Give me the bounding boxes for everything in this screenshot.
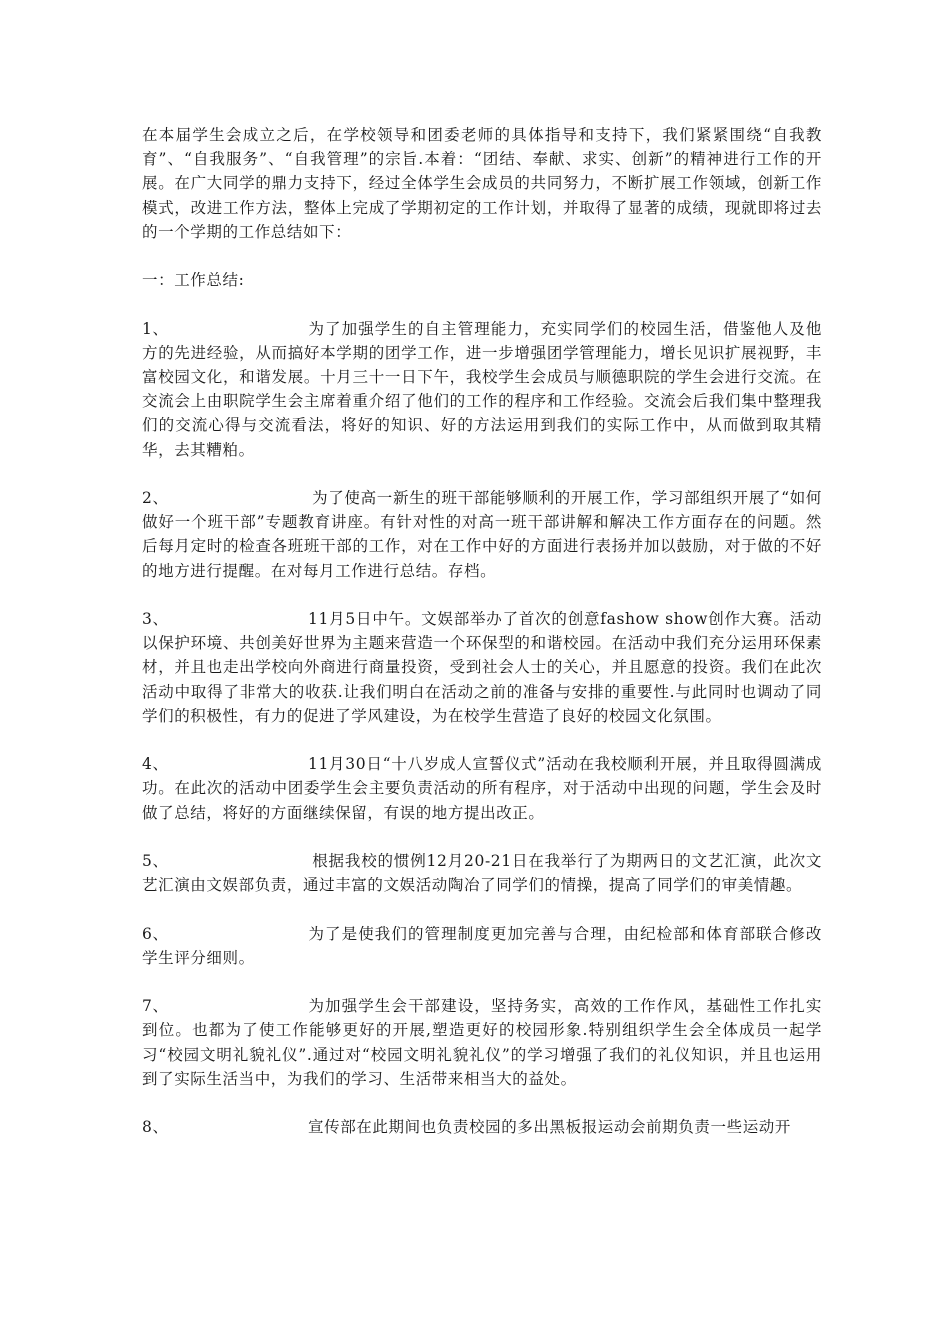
item-text: 根据我校的惯例12月20-21日在我举行了为期两日的文艺汇演，此次文艺汇演由文娱部负责，通过丰富的文娱活动陶冶了同学们的情操，提高了同学们的审美情趣。	[142, 852, 822, 895]
list-item	[142, 994, 822, 1091]
item-number: 6、	[142, 924, 169, 943]
item-text: 11月30日“十八岁成人宣誓仪式”活动在我校顺利开展，并且取得圆满成功。在此次的活动中团委学生会主要负责活动的所有程序，对于活动中出现的问题，学生会及时做了总结，将好的方面继续保留，有误的地方提出改正。	[142, 755, 822, 822]
item-number: 7、	[142, 997, 169, 1016]
list-item	[142, 317, 822, 462]
list-item	[142, 849, 822, 897]
item-number: 8、	[142, 1118, 169, 1137]
list-item	[142, 486, 822, 583]
item-text: 11月5日中午。文娱部举办了首次的创意fashow show创作大赛。活动以保护环境、共创美好世界为主题来营造一个环保型的和谐校园。在活动中我们充分运用环保素材，并且也走出学校向外商进行商量投资，受到社会人士的关心，并且愿意的投资。我们在此次活动中取得了非常大的收获.让我们明白在活动之前的准备与安排的重要性.与此同时也调动了同学们的积极性，有力的促进了学风建设，为在校学生营造了良好的校园文化氛围。	[142, 610, 822, 725]
list-item	[142, 922, 822, 970]
item-number: 2、	[142, 489, 169, 507]
item-number: 3、	[142, 610, 169, 628]
list-item	[142, 1115, 822, 1139]
item-number: 5、	[142, 852, 169, 870]
item-text: 宣传部在此期间也负责校园的多出黑板报运动会前期负责一些运动开	[308, 1118, 792, 1137]
item-text: 为了是使我们的管理制度更加完善与合理，由纪检部和体育部联合修改学生评分细则。	[142, 924, 822, 967]
list-item	[142, 607, 822, 728]
section-title: 一：工作总结:	[142, 271, 245, 290]
item-number: 4、	[142, 755, 169, 774]
item-number: 1、	[142, 319, 169, 338]
item-text: 为加强学生会干部建设，坚持务实，高效的工作作风，基础性工作扎实到位。也都为了使工作能够更好的开展,塑造更好的校园形象.特别组织学生会全体成员一起学习“校园文明礼貌礼仪”.通过对“校园文明礼貌礼仪”的学习增强了我们的礼仪知识，并且也运用到了实际生活当中，为我们的学习、生活带来相当大的益处。	[142, 997, 822, 1088]
item-text: 为了使高一新生的班干部能够顺利的开展工作，学习部组织开展了“如何做好一个班干部”专题教育讲座。有针对性的对高一班干部讲解和解决工作方面存在的问题。然后每月定时的检查各班班干部的工作，对在工作中好的方面进行表扬并加以鼓励，对于做的不好的地方进行提醒。在对每月工作进行总结。存档。	[142, 489, 822, 580]
list-item	[142, 752, 822, 825]
document-body	[142, 123, 822, 1164]
item-text: 为了加强学生的自主管理能力，充实同学们的校园生活，借鉴他人及他方的先进经验，从而搞好本学期的团学工作，进一步增强团学管理能力，增长见识扩展视野，丰富校园文化，和谐发展。十月三十一日下午，我校学生会成员与顺德职院的学生会进行交流。在交流会上由职院学生会主席着重介绍了他们的工作的程序和工作经验。交流会后我们集中整理我们的交流心得与交流看法，将好的知识、好的方法运用到我们的实际工作中，从而做到取其精华，去其糟粕。	[142, 319, 822, 459]
intro-paragraph: 在本届学生会成立之后，在学校领导和团委老师的具体指导和支持下，我们紧紧围绕“自我教育”、“自我服务”、“自我管理”的宗旨.本着：“团结、奉献、求实、创新”的精神进行工作的开展。在广大同学的鼎力支持下，经过全体学生会成员的共同努力，不断扩展工作领域，创新工作模式，改进工作方法，整体上完成了学期初定的工作计划，并取得了显著的成绩，现就即将过去的一个学期的工作总结如下：	[142, 126, 822, 241]
